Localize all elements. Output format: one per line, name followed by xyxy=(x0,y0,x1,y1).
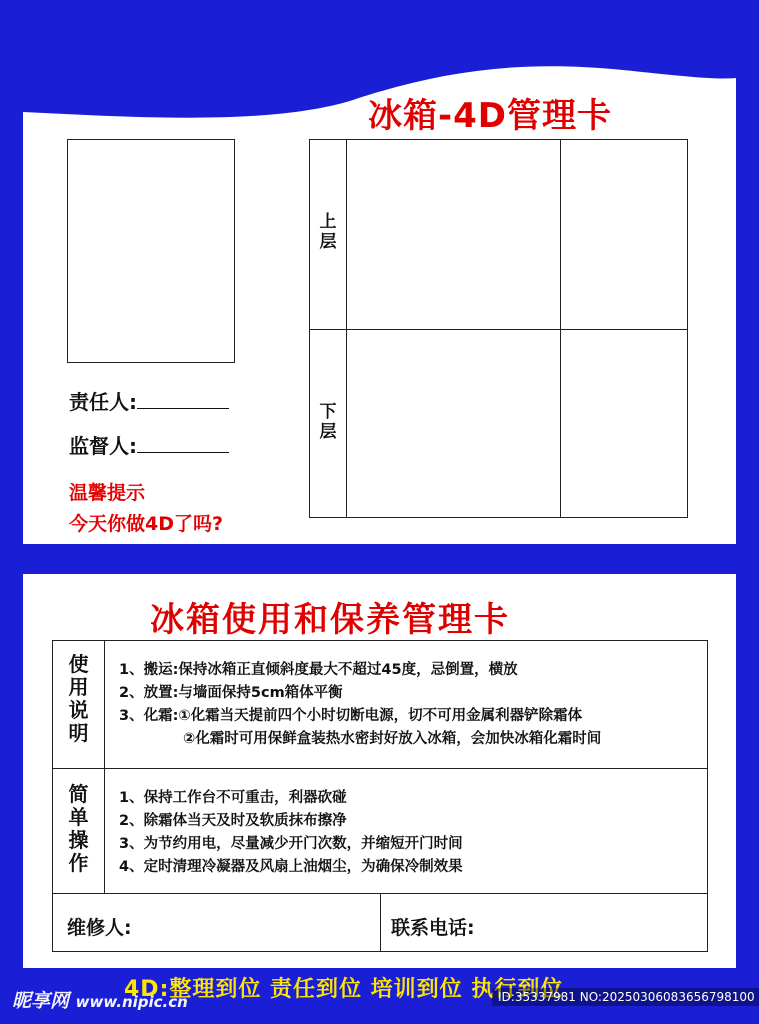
lower-shelf-label: 下 层 xyxy=(319,402,337,442)
management-card-panel xyxy=(23,0,736,544)
list-item: 1、保持工作台不可重击，利器砍碰 xyxy=(119,790,347,806)
card-title: 冰箱-4D管理卡 xyxy=(368,96,612,136)
list-item: 3、化霜:①化霜当天提前四个小时切断电源，切不可用金属利器铲除霜体 xyxy=(119,708,583,724)
responsible-person-field: 责任人: xyxy=(69,386,229,415)
list-item: 3、为节约用电，尽量减少开门次数，并缩短开门时间 xyxy=(119,836,463,852)
watermark-id: ID:35337981 NO:20250306083656798100 xyxy=(492,988,759,1006)
photo-placeholder xyxy=(67,139,235,363)
list-item: 4、定时清理冷凝器及风扇上油烟尘，为确保冷制效果 xyxy=(119,859,463,875)
list-item: 2、放置:与墙面保持5cm箱体平衡 xyxy=(119,685,343,701)
shelf-grid xyxy=(309,139,688,518)
watermark-logo: 昵享网 www.nipic.cn xyxy=(12,990,188,1012)
guide-table xyxy=(52,640,708,952)
usage-instructions xyxy=(119,659,601,751)
operation-instructions xyxy=(119,787,463,879)
guide-title: 冰箱使用和保养管理卡 xyxy=(150,600,510,640)
footer-slogan: 4D:整理到位 责任到位 培训到位 执行到位 xyxy=(124,977,564,1002)
list-item: 1、搬运:保持冰箱正直倾斜度最大不超过45度，忌倒置，横放 xyxy=(119,662,518,678)
tip-title: 温馨提示 xyxy=(69,482,146,504)
operation-category-label: 简 单 操 作 xyxy=(53,769,105,893)
tip-text: 今天你做4D了吗? xyxy=(69,513,224,535)
upper-shelf-label: 上 层 xyxy=(319,212,337,252)
list-item: ②化霜时可用保鲜盒装热水密封好放入冰箱，会加快冰箱化霜时间 xyxy=(183,731,602,747)
usage-category-label: 使 用 说 明 xyxy=(53,641,105,769)
supervisor-field: 监督人: xyxy=(69,430,229,459)
list-item: 2、除霜体当天及时及软质抹布擦净 xyxy=(119,813,347,829)
contact-phone-field: 联系电话: xyxy=(391,917,475,939)
repairer-field: 维修人: xyxy=(67,917,132,939)
